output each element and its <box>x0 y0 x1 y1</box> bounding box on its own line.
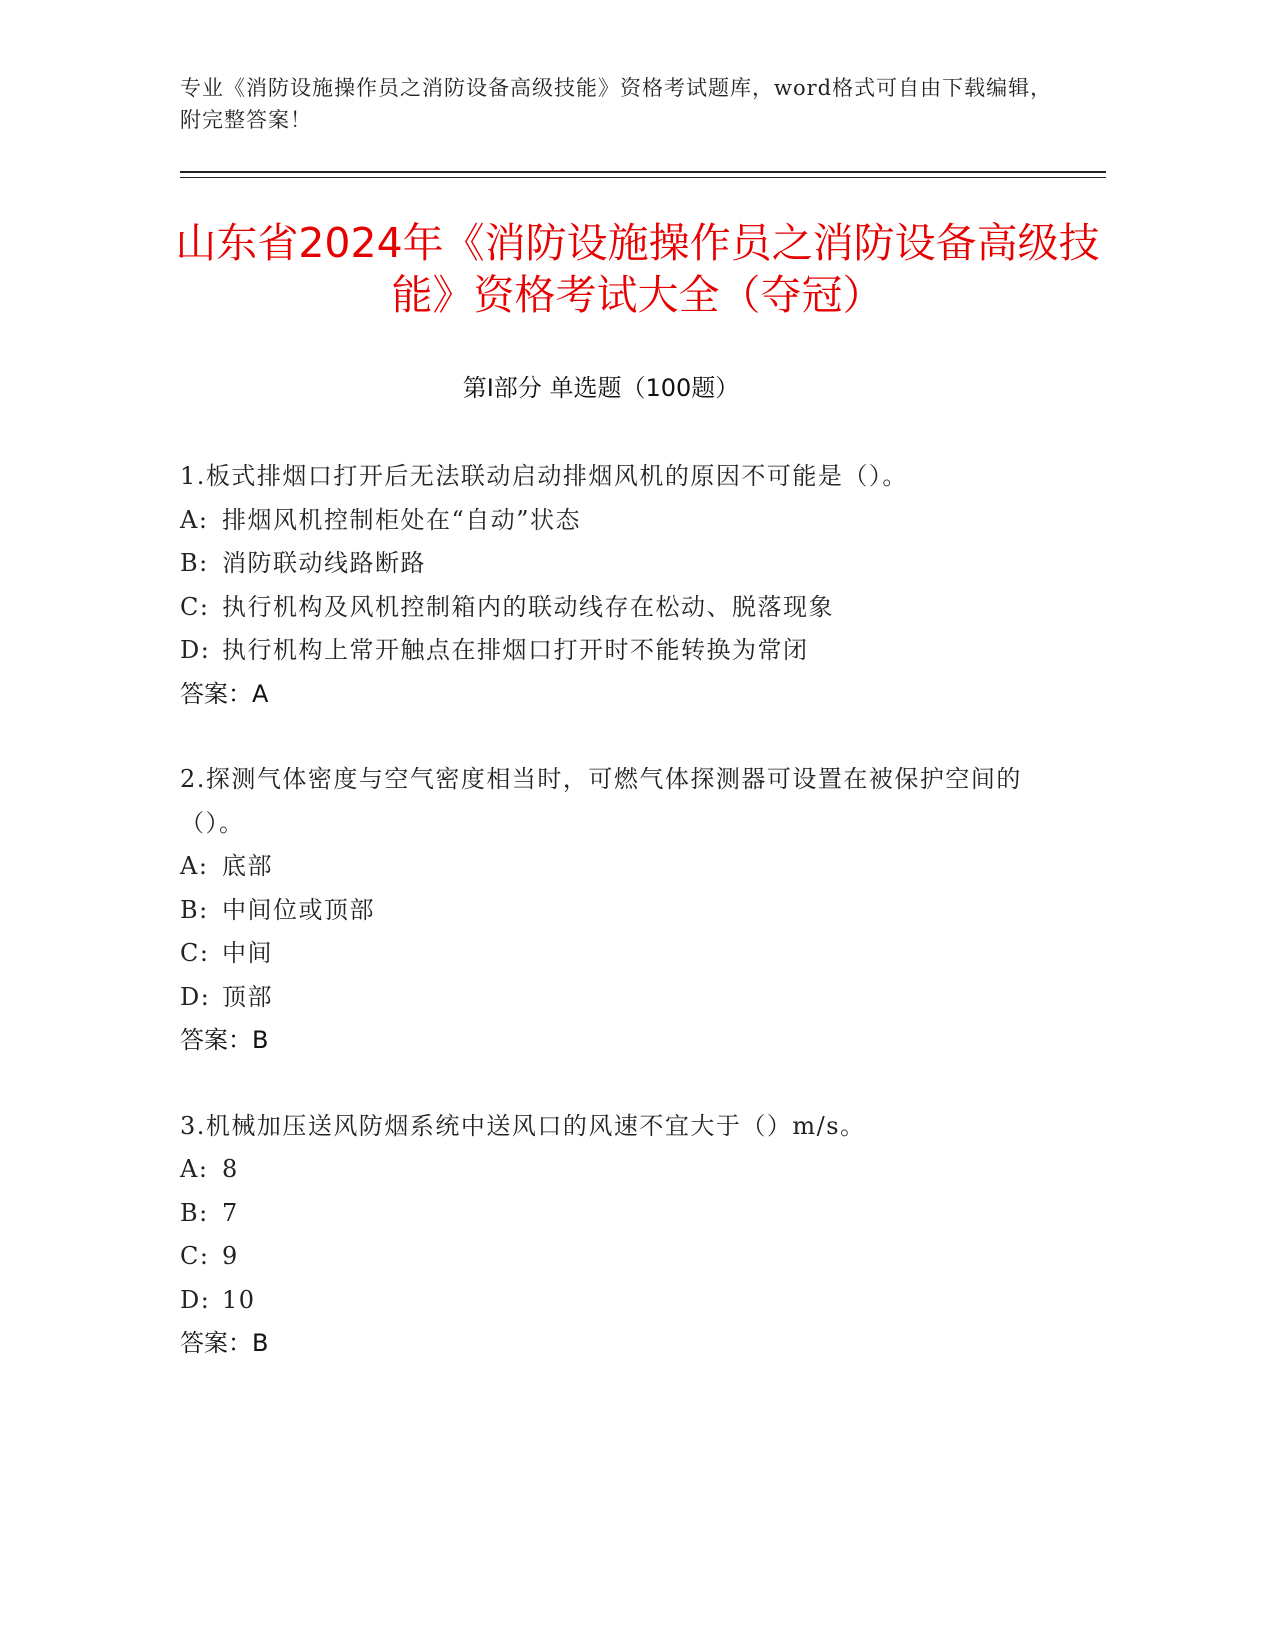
option-c <box>180 932 1030 976</box>
option-text: 10 <box>222 1285 256 1314</box>
option-text: 中间 <box>222 939 273 967</box>
option-a <box>180 499 1030 543</box>
option-key: A: <box>180 1155 209 1183</box>
option-key: C: <box>180 592 210 621</box>
option-text: 9 <box>222 1242 239 1270</box>
option-text: 执行机构上常开触点在排烟口打开时不能转换为常闭 <box>222 636 809 664</box>
option-key: D: <box>180 636 211 664</box>
option-b <box>180 1192 1030 1236</box>
section-heading: 第Ⅰ部分 单选题（100题） <box>462 374 740 402</box>
document-title: 山东省2024年《消防设施操作员之消防设备高级技能》资格考试大全（夺冠） <box>175 219 1100 319</box>
option-text: 排烟风机控制柜处在“自动”状态 <box>222 505 582 534</box>
question-stem: 2.探测气体密度与空气密度相当时，可燃气体探测器可设置在被保护空间的（）。 <box>180 765 1022 837</box>
question-3 <box>180 1105 1030 1366</box>
option-key: B: <box>180 895 209 924</box>
question-stem: 1.板式排烟口打开后无法联动启动排烟风机的原因不可能是（）。 <box>180 462 908 490</box>
answer-line: 答案：B <box>180 1329 269 1357</box>
header-divider-thin <box>180 177 1106 178</box>
option-d <box>180 1279 1030 1323</box>
question-1 <box>180 455 1030 716</box>
option-key: B: <box>180 1198 209 1227</box>
option-text: 顶部 <box>222 982 273 1011</box>
option-text: 执行机构及风机控制箱内的联动线存在松动、脱落现象 <box>222 592 834 621</box>
option-text: 7 <box>222 1198 239 1227</box>
option-a <box>180 845 1030 889</box>
option-c <box>180 1235 1030 1279</box>
header-divider-thick <box>180 171 1106 173</box>
option-text: 8 <box>222 1155 239 1183</box>
answer-line: 答案：A <box>180 679 269 708</box>
option-a <box>180 1148 1030 1192</box>
header-note: 专业《消防设施操作员之消防设备高级技能》资格考试题库，word格式可自由下载编辑，附完整答案！ <box>180 76 1053 132</box>
answer-line: 答案：B <box>180 1026 269 1054</box>
option-key: B: <box>180 549 209 577</box>
question-stem: 3.机械加压送风防烟系统中送风口的风速不宜大于（）m/s。 <box>180 1111 866 1140</box>
option-c <box>180 586 1030 630</box>
option-key: C: <box>180 939 210 967</box>
option-d <box>180 976 1030 1020</box>
option-key: D: <box>180 1285 211 1314</box>
question-2 <box>180 758 1030 1063</box>
option-text: 底部 <box>222 852 273 880</box>
option-key: D: <box>180 982 211 1011</box>
option-b <box>180 889 1030 933</box>
option-d <box>180 629 1030 673</box>
question-list <box>180 455 1030 1408</box>
option-key: C: <box>180 1242 210 1270</box>
option-text: 消防联动线路断路 <box>222 549 426 577</box>
option-text: 中间位或顶部 <box>222 895 375 924</box>
option-key: A: <box>180 852 209 880</box>
option-key: A: <box>180 505 209 534</box>
option-b <box>180 542 1030 586</box>
